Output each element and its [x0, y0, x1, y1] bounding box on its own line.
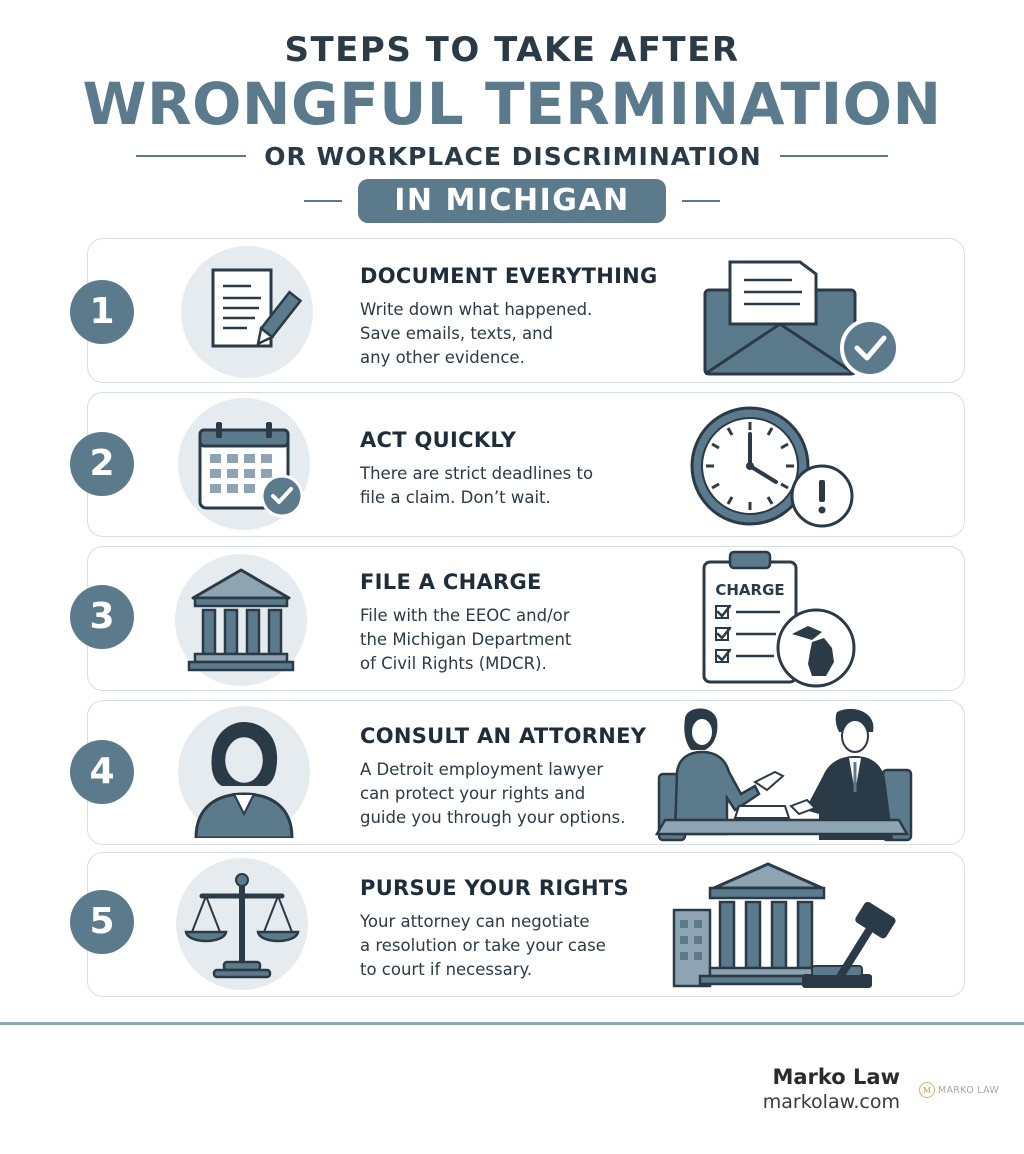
step-title-3: FILE A CHARGE [360, 570, 542, 594]
divider-right [682, 200, 720, 202]
subtitle-row [0, 136, 1024, 176]
clock-alert-icon [688, 400, 868, 532]
step-description-3: File with the EEOC and/or the Michigan Department of Civil Rights (MDCR). [360, 606, 572, 673]
charge-label: CHARGE [715, 581, 785, 599]
marko-law-logo [919, 1082, 999, 1098]
step-description-5: Your attorney can negotiate a resolution or take your case to court if necessary. [360, 912, 606, 979]
step-title-1: DOCUMENT EVERYTHING [360, 264, 658, 288]
step-text-5 [360, 876, 680, 982]
person-icon [178, 706, 310, 838]
envelope-check-icon [700, 252, 910, 380]
courthouse-gavel-icon [670, 862, 930, 992]
footer-divider [0, 1022, 1024, 1025]
header [0, 0, 1024, 230]
step-number-4: 4 [70, 740, 134, 804]
location-badge: IN MICHIGAN [358, 179, 665, 223]
scales-of-justice-icon [176, 858, 308, 990]
step-number-5: 5 [70, 890, 134, 954]
logo-text: MARKO LAW [938, 1084, 1000, 1096]
brand-name: Marko Law [772, 1065, 900, 1089]
step-number-2: 2 [70, 432, 134, 496]
divider-left [136, 155, 246, 157]
step-text-4 [360, 724, 680, 830]
step-number-1: 1 [70, 280, 134, 344]
brand-block [763, 1064, 900, 1114]
step-title-5: PURSUE YOUR RIGHTS [360, 876, 629, 900]
brand-url[interactable]: markolaw.com [762, 1091, 900, 1113]
step-title-2: ACT QUICKLY [360, 428, 517, 452]
step-number-3: 3 [70, 585, 134, 649]
charge-clipboard-michigan-icon [700, 548, 860, 688]
step-description-4: A Detroit employment lawyer can protect your rights and guide you through your options. [360, 760, 626, 827]
title-line-2: WRONGFUL TERMINATION [82, 70, 942, 138]
divider-left [304, 200, 342, 202]
logo-mark-icon: M [919, 1082, 935, 1098]
title-line-1: STEPS TO TAKE AFTER [284, 30, 740, 70]
document-pencil-icon [181, 246, 313, 378]
courthouse-icon [175, 554, 307, 686]
badge-row [0, 179, 1024, 223]
step-text-1 [360, 264, 680, 370]
step-text-3 [360, 570, 680, 676]
step-description-2: There are strict deadlines to file a claim. Don’t wait. [360, 464, 594, 507]
step-text-2 [360, 428, 680, 510]
consultation-meeting-icon [655, 702, 917, 842]
step-title-4: CONSULT AN ATTORNEY [360, 724, 647, 748]
subtitle: OR WORKPLACE DISCRIMINATION [264, 141, 762, 171]
divider-right [780, 155, 888, 157]
step-description-1: Write down what happened. Save emails, texts, and any other evidence. [360, 300, 593, 367]
calendar-check-icon [178, 398, 310, 530]
